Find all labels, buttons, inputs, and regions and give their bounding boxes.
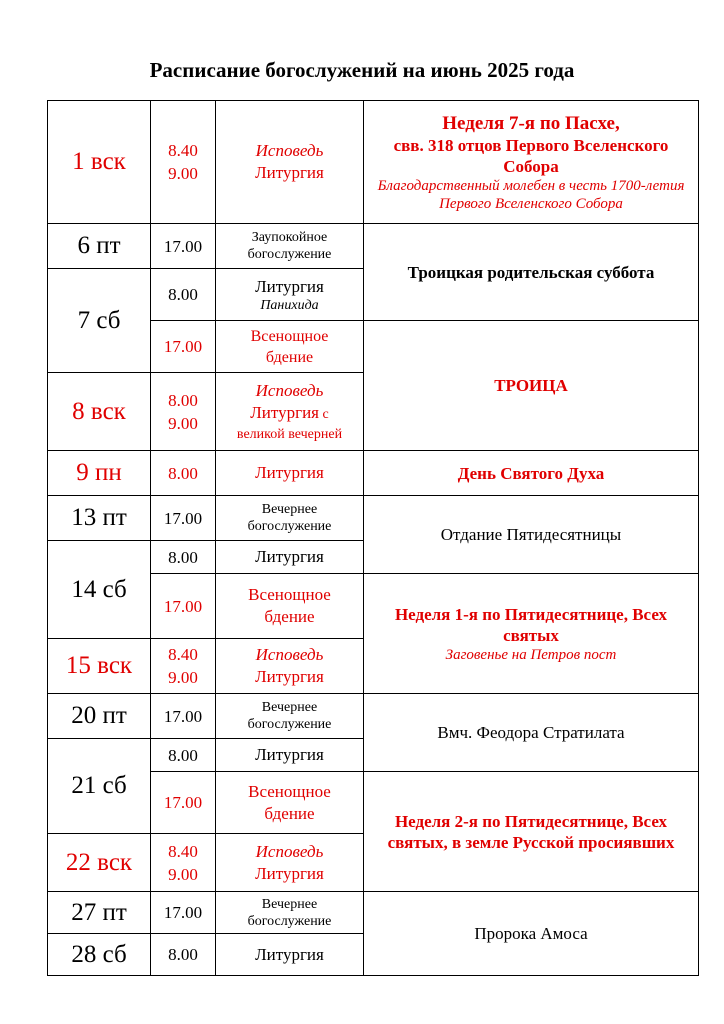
day-cell: 21 сб [48,739,151,834]
day-cell: 22 вск [48,834,151,892]
event-cell: Пророка Амоса [364,892,699,976]
service-cell: Литургия [216,934,364,976]
service-cell: Литургия [216,541,364,574]
time-cell: 8.00 [151,934,216,976]
day-cell: 15 вск [48,639,151,694]
table-row [48,496,699,541]
day-cell: 8 вск [48,373,151,451]
service-cell: Вечернее богослужение [216,892,364,934]
day-cell: 20 пт [48,694,151,739]
time-cell: 8.00 [151,739,216,772]
day-cell: 27 пт [48,892,151,934]
event-cell: Неделя 1-я по Пятидесятнице, Всех святых Заговенье на Петров пост [364,574,699,694]
service-cell: Всенощное бдение [216,574,364,639]
day-cell: 1 вск [48,101,151,224]
time-cell: 8.00 [151,541,216,574]
table-row [48,224,699,269]
event-cell: Неделя 2-я по Пятидесятнице, Всех святых, в земле Русской просиявших [364,772,699,892]
service-cell: Литургия [216,451,364,496]
event-cell: Троицкая родительская суббота [364,224,699,321]
day-cell: 28 сб [48,934,151,976]
service-cell: Всенощное бдение [216,321,364,373]
table-row [48,694,699,739]
time-cell: 17.00 [151,496,216,541]
table-row [48,892,699,934]
time-cell: 8.40 9.00 [151,834,216,892]
service-cell: Исповедь Литургия [216,639,364,694]
day-cell: 9 пн [48,451,151,496]
day-cell: 6 пт [48,224,151,269]
service-cell: Исповедь Литургия [216,101,364,224]
schedule-table [47,100,699,976]
day-cell: 7 сб [48,269,151,373]
time-cell: 17.00 [151,574,216,639]
time-cell: 8.40 9.00 [151,639,216,694]
service-cell: Вечернее богослужение [216,496,364,541]
time-cell: 17.00 [151,892,216,934]
time-cell: 17.00 [151,321,216,373]
time-cell: 17.00 [151,224,216,269]
time-cell: 17.00 [151,694,216,739]
service-cell: Литургия [216,739,364,772]
table-row [48,101,699,224]
time-cell: 8.00 [151,269,216,321]
service-cell: Исповедь Литургия с великой вечерней [216,373,364,451]
event-cell: Отдание Пятидесятницы [364,496,699,574]
event-cell: День Святого Духа [364,451,699,496]
service-cell: Заупокойное богослужение [216,224,364,269]
service-cell: Всенощное бдение [216,772,364,834]
time-cell: 8.00 [151,451,216,496]
event-cell: Неделя 7-я по Пасхе, свв. 318 отцов Первого Вселенского Собора Благодарственный молебен в честь 1700-летия Первого Вселенского Собора [364,101,699,224]
time-cell: 17.00 [151,772,216,834]
service-cell: Вечернее богослужение [216,694,364,739]
day-cell: 14 сб [48,541,151,639]
event-cell: ТРОИЦА [364,321,699,451]
service-cell: Исповедь Литургия [216,834,364,892]
table-row [48,451,699,496]
day-cell: 13 пт [48,496,151,541]
page-title: Расписание богослужений на июнь 2025 года [149,58,575,82]
time-cell: 8.40 9.00 [151,101,216,224]
event-cell: Вмч. Феодора Стратилата [364,694,699,772]
service-cell: Литургия Панихида [216,269,364,321]
time-cell: 8.00 9.00 [151,373,216,451]
